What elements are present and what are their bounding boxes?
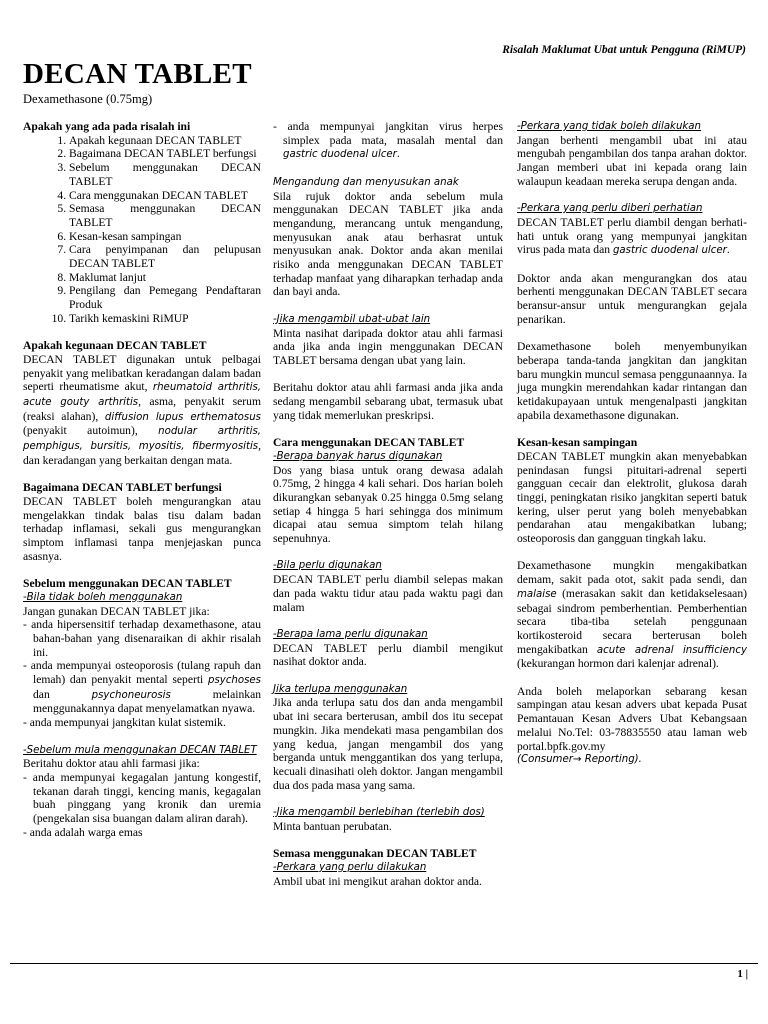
toc-item: 7. Cara penyimpanan dan pelupusan DECAN TABLET: [69, 243, 261, 270]
pregnancy-subheading: Mengandung dan menyusukan anak: [273, 176, 459, 188]
attention-text-2: Doktor anda akan mengurangkan dos atau berhenti menggunakan DECAN TABLET secara beransur-ansur untuk mengurangkan gejala penarikan.: [517, 271, 747, 326]
duration-subheading: -Berapa lama perlu digunakan: [273, 628, 428, 640]
d2-italic-1: psychoses: [208, 675, 261, 687]
uses-italic-1: rheumatoid arthritis, acute gouty arthritis: [23, 382, 261, 409]
document-subtitle: Dexamethasone (0.75mg): [23, 92, 153, 106]
works-text: DECAN TABLET boleh mengurangkan atau mengelakkan tindak balas tisu dalam badan terhadap inflamasi, sekali gus mengurangkan simptom inflamasi tanpa menjejaskan punca asasnya.: [23, 494, 261, 563]
before-subheading-cannot: -Bila tidak boleh menggunakan: [23, 591, 183, 603]
care-text-a: DECAN TABLET perlu diambil dengan berhati-hati untuk orang yang mempunyai jangkitan virus pada mata dan: [517, 215, 747, 257]
toc-item: 6. Kesan-kesan sampingan: [69, 230, 261, 244]
duration-text: DECAN TABLET perlu diambil mengikut nasihat doktor anda.: [273, 641, 503, 669]
other-meds-subheading: -Jika mengambil ubat-ubat lain: [273, 313, 431, 325]
before-intro-2: Beritahu doktor atau ahli farmasi jika:: [23, 757, 200, 771]
dose-text: Dos yang biasa untuk orang dewasa adalah 0.75mg, 2 hingga 4 kali sehari. Dos harian boleh dikurangkan sebanyak 0.25 hingga 0.5mg selang setiap 4 hingga 5 hari sehingga dos minimum dicapai atau semua simptom telah hilang sepenuhnya.: [273, 463, 503, 546]
pregnancy-text: Sila rujuk doktor anda sebelum mula menggunakan DECAN TABLET jika anda mengandung, merancang untuk mengandung, menyusukan anak atau berhasrat untuk menyusukan anak. Doktor anda akan menilai risiko anda menggunakan DECAN TABLET terhadap manfaat yang diharapkan terhadap anda dan bayi anda.: [273, 189, 503, 299]
p2-text-c: (kekurangan hormon dari kalenjar adrenal).: [517, 657, 719, 671]
uses-text: [23, 353, 261, 468]
attention-text-1: [517, 216, 747, 258]
missed-dose-text: Jika anda terlupa satu dos dan anda mengambil ubat ini secara berterusan, ambil dos itu secepat mungkin. Jika mendekati masa pengambilan dos yang kedua, jangan mengambil dos yang berganda untuk menggantikan dos yang terlupa, kecuali dinasihati oleh doktor. Jangan mengambil dua dos pada masa yang sama.: [273, 696, 503, 792]
side-effects-heading: Kesan-kesan sampingan: [517, 436, 638, 450]
toc-list: [23, 134, 261, 326]
when-subheading: -Bila perlu digunakan: [273, 560, 382, 572]
how-heading: Cara menggunakan DECAN TABLET: [273, 436, 465, 450]
contraindication-item: - anda hipersensitif terhadap dexamethasone, atau bahan-bahan yang disenaraikan di akhir risalah ini.: [23, 618, 261, 659]
column-1: [23, 120, 261, 840]
document-title: DECAN TABLET: [23, 58, 252, 90]
caution-item: [273, 120, 503, 162]
overdose-text: Minta bantuan perubatan.: [273, 819, 392, 833]
toc-item: 1. Apakah kegunaan DECAN TABLET: [69, 134, 261, 148]
caution-item: - anda mempunyai kegagalan jantung kongestif, tekanan darah tinggi, kencing manis, kegagalan buah pinggang yang kronik dan uremia (pengekalan sisa buangan dalam aliran darah).: [23, 770, 261, 826]
uses-text-1: DECAN TABLET digunakan untuk pelbagai penyakit yang melibatkan keradangan dalam badan seperti rheumatisme akut,: [23, 352, 261, 394]
leaflet-header: Risalah Maklumat Ubat untuk Pengguna (RiMUP): [502, 44, 746, 56]
uses-text-3: (penyakit autoimun),: [23, 424, 159, 438]
uses-text-4: , dan keradangan yang berkaitan dengan mata.: [23, 439, 261, 467]
p2-text-b: (merasakan sakit dan ketidakselesaan) sebagai sindrom pemberhentian. Pemberhentian secara tiba-tiba setelah penggunaan kortikosteroid secara berterusan boleh mengakibatkan: [517, 586, 747, 656]
must-not-subheading: -Perkara yang tidak boleh dilakukan: [517, 121, 702, 132]
d2-italic-2: psychoneurosis: [91, 689, 171, 701]
p2-italic-1: malaise: [517, 588, 557, 600]
contraindication-item: - anda mempunyai jangkitan kulat sistemik.: [23, 716, 226, 730]
dose-subheading: -Berapa banyak harus digunakan: [273, 450, 443, 462]
side-effects-text-2: [517, 559, 747, 671]
must-not-text: Jangan berhenti mengambil ubat ini atau mengubah pengambilan dos tanpa arahan doktor. Jangan memberi ubat ini kepada orang lain walaupun keadaan mereka serupa dengan anda.: [517, 133, 747, 188]
toc-item: 4. Cara menggunakan DECAN TABLET: [69, 189, 261, 203]
care-italic: gastric duodenal ulcer: [612, 245, 727, 257]
caution-item: - anda adalah warga emas: [23, 825, 143, 839]
d2-text-a: - anda mempunyai osteoporosis (tulang rapuh dan lemah) dan penyakit mental seperti: [23, 659, 261, 687]
attention-text-3: Dexamethasone boleh menyembunyikan beberapa tanda-tanda jangkitan dan jangkitan baru mungkin muncul semasa penggunaannya. Ia juga mungkin merendahkan kadar rintangan dan ketidakupayaan untuk mengenalpasti jangkitan apabila dexamethasone digunakan.: [517, 340, 747, 422]
p2-italic-2: acute adrenal insufficiency: [596, 644, 747, 656]
uses-italic-2: diffusion lupus erthematosus: [104, 411, 261, 423]
toc-heading: Apakah yang ada pada risalah ini: [23, 120, 191, 133]
missed-dose-subheading: Jika terlupa menggunakan: [273, 683, 408, 695]
toc-item: 9. Pengilang dan Pemegang Pendaftaran Produk: [69, 284, 261, 311]
when-text: DECAN TABLET perlu diambil selepas makan dan pada waktu tidur atau pada waktu pagi dan malam: [273, 573, 503, 614]
uses-text-2: , asma, penyakit serum (reaksi alahan),: [23, 395, 261, 423]
d2-text-b: dan: [33, 687, 92, 701]
e3-text-a: - anda mempunyai jangkitan virus herpes simplex pada mata, masalah mental dan: [273, 120, 503, 147]
toc-item: 3. Sebelum menggunakan DECAN TABLET: [69, 161, 261, 188]
report-channel: (Consumer→ Reporting).: [517, 754, 642, 766]
d2-text-c: melainkan menggunakannya dapat menyelamatkan nyawa.: [33, 687, 262, 716]
uses-italic-3: nodular arthritis, pemphigus, bursitis, myositis, fibermyositis: [23, 426, 261, 453]
during-heading: Semasa menggunakan DECAN TABLET: [273, 847, 477, 861]
column-2: [273, 120, 503, 888]
before-intro-1: Jangan gunakan DECAN TABLET jika:: [23, 604, 210, 618]
other-meds-text-2: Beritahu doktor atau ahli farmasi anda jika anda sedang mengambil sebarang ubat, termasuk ubat yang tidak memerlukan preskripsi.: [273, 381, 503, 422]
p2-text-a: Dexamethasone mungkin mengakibatkan demam, sakit pada otot, sakit pada sendi, dan: [517, 559, 747, 587]
toc-item: 8. Maklumat lanjut: [69, 271, 261, 285]
works-heading: Bagaimana DECAN TABLET berfungsi: [23, 481, 222, 495]
toc-item: 2. Bagaimana DECAN TABLET berfungsi: [69, 147, 261, 161]
toc-item: 10. Tarikh kemaskini RiMUP: [69, 312, 261, 326]
report-text: Anda boleh melaporkan sebarang kesan sampingan atau kesan advers ubat kepada Pusat Pemantauan Kesan Advers Ubat Kebangsaan melalui No.Tel: 03-78835550 atau laman web portal.bpfk.gov.my: [517, 684, 747, 753]
attention-subheading: -Perkara yang perlu diberi perhatian: [517, 203, 703, 215]
page-number: 1 |: [737, 968, 748, 980]
e3-text-b: .: [396, 147, 400, 161]
footer-rule: [10, 963, 758, 964]
e3-italic: gastric duodenal ulcer: [283, 149, 397, 161]
before-subheading-start: -Sebelum mula menggunakan DECAN TABLET: [23, 744, 257, 756]
before-heading: Sebelum menggunakan DECAN TABLET: [23, 577, 232, 591]
must-do-subheading: -Perkara yang perlu dilakukan: [273, 861, 427, 873]
care-text-b: .: [726, 243, 730, 257]
side-effects-text-1: DECAN TABLET mungkin akan menyebabkan penindasan fungsi pituitari-adrenal seperti gangguan cecair dan elektrolit, glukosa darah tinggi, peningkatan risiko jangkitan seperti batuk kering, ulser perut yang boleh menyebabkan pendarahan atau mengakibatkan lubang; osteoporosis dan gangguan tingkah laku.: [517, 449, 747, 546]
uses-heading: Apakah kegunaan DECAN TABLET: [23, 339, 207, 353]
must-do-text: Ambil ubat ini mengikut arahan doktor anda.: [273, 874, 482, 888]
contraindication-item: [23, 659, 261, 716]
toc-item: 5. Semasa menggunakan DECAN TABLET: [69, 202, 261, 229]
other-meds-text-1: Minta nasihat daripada doktor atau ahli farmasi anda jika anda ingin menggunakan DECAN TABLET bersama dengan ubat yang lain.: [273, 326, 503, 367]
overdose-subheading: -Jika mengambil berlebihan (terlebih dos): [273, 807, 485, 819]
column-3: [517, 120, 747, 767]
